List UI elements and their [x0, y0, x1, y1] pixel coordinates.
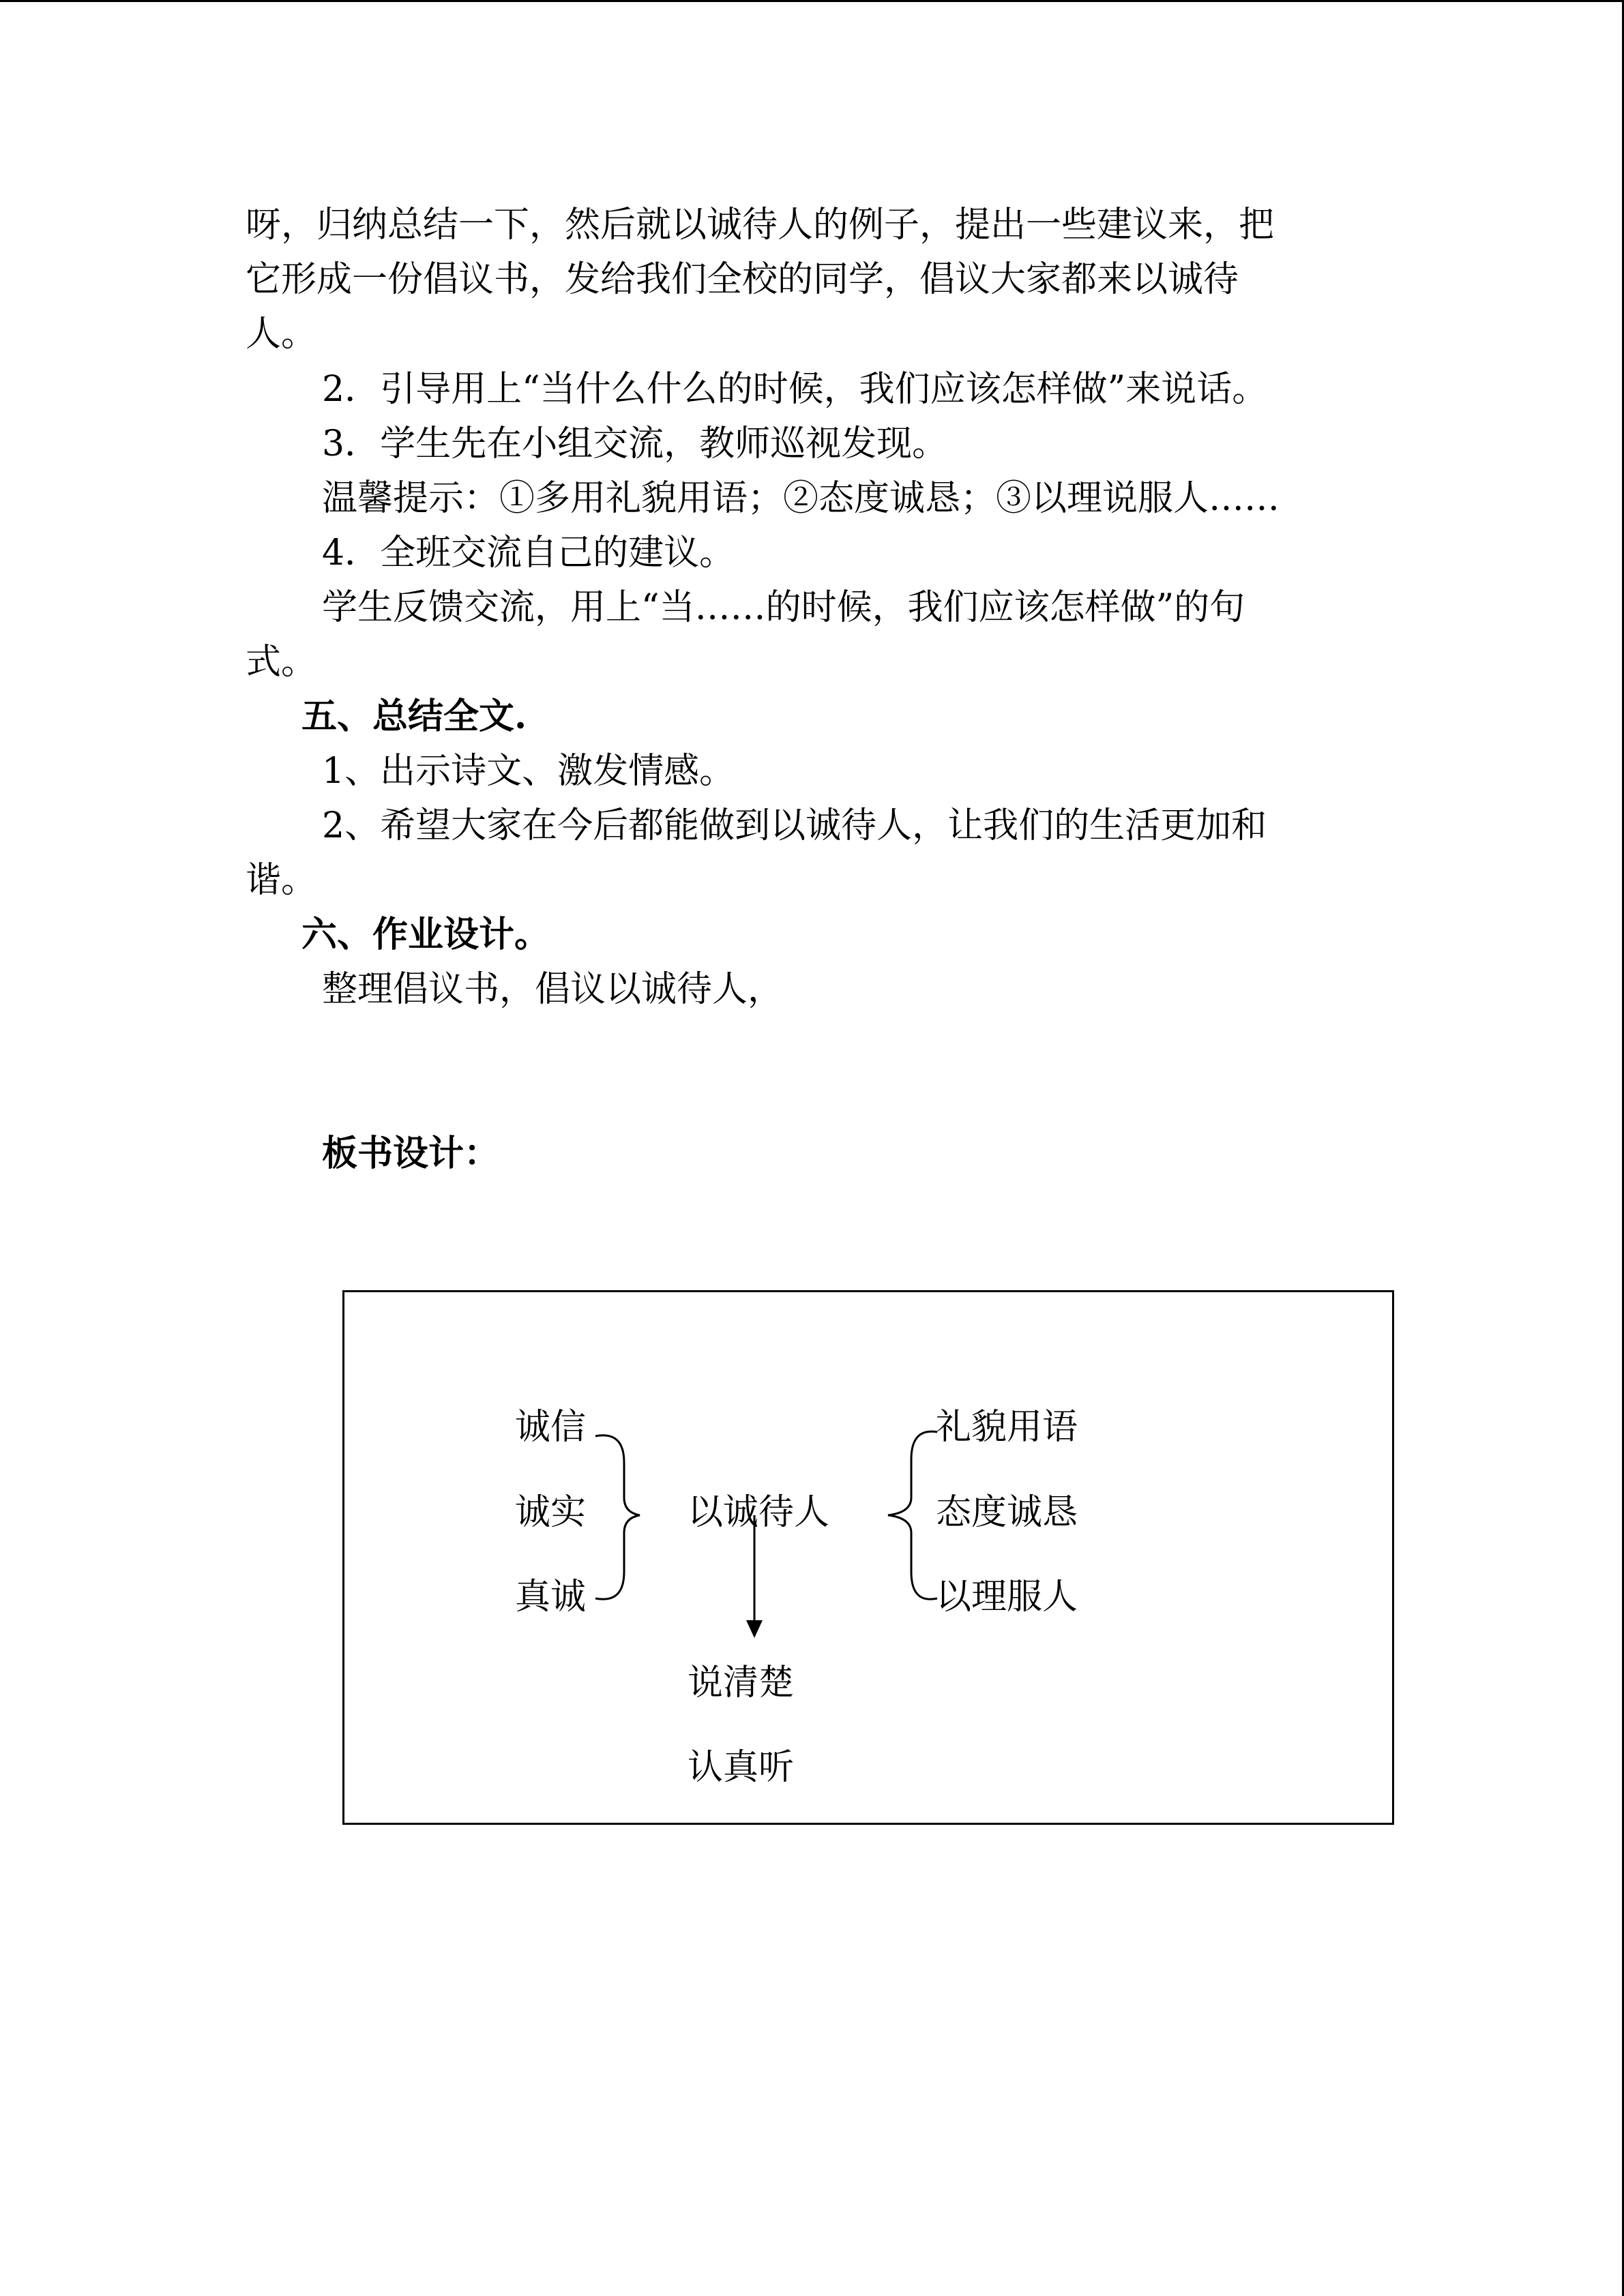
board-design-box [342, 1290, 1394, 1825]
paragraph-line: 2．引导用上“当什么什么的时候，我们应该怎样做”来说话。 [322, 369, 1268, 410]
paragraph-line: 学生反馈交流，用上“当……的时候，我们应该怎样做”的句 [322, 587, 1245, 628]
section-heading-homework: 六、作业设计。 [301, 914, 550, 955]
board-design-heading: 板书设计： [322, 1133, 500, 1174]
top-border-line [0, 0, 1624, 2]
paragraph-line: 整理倡议书，倡议以诚待人， [322, 969, 784, 1010]
board-left-item: 诚实 [515, 1492, 587, 1533]
paragraph-line: 呀，归纳总结一下，然后就以诚待人的例子，提出一些建议来，把 [246, 205, 1275, 245]
paragraph-line: 谐。 [246, 860, 317, 901]
section-heading-summary: 五、总结全文. [301, 696, 527, 737]
board-right-item: 以理服人 [936, 1577, 1078, 1617]
paragraph-line: 人。 [246, 314, 317, 355]
paragraph-line: 它形成一份倡议书，发给我们全校的同学，倡议大家都来以诚待 [246, 259, 1239, 300]
board-left-item: 诚信 [515, 1407, 587, 1448]
board-left-item: 真诚 [515, 1577, 587, 1617]
paragraph-line: 1、出示诗文、激发情感。 [322, 751, 735, 792]
tip-line: 温馨提示：①多用礼貌用语；②态度诚恳；③以理说服人…… [322, 478, 1280, 519]
paragraph-line: 2、希望大家在今后都能做到以诚待人，让我们的生活更加和 [322, 805, 1267, 846]
paragraph-line: 式。 [246, 642, 317, 683]
board-below-item: 认真听 [688, 1747, 795, 1788]
board-right-item: 礼貌用语 [936, 1407, 1078, 1448]
board-center-text: 以诚待人 [688, 1492, 830, 1533]
board-right-item: 态度诚恳 [936, 1492, 1078, 1533]
paragraph-line: 3．学生先在小组交流，教师巡视发现。 [322, 423, 948, 464]
paragraph-line: 4．全班交流自己的建议。 [322, 533, 735, 573]
board-below-item: 说清楚 [688, 1663, 795, 1703]
